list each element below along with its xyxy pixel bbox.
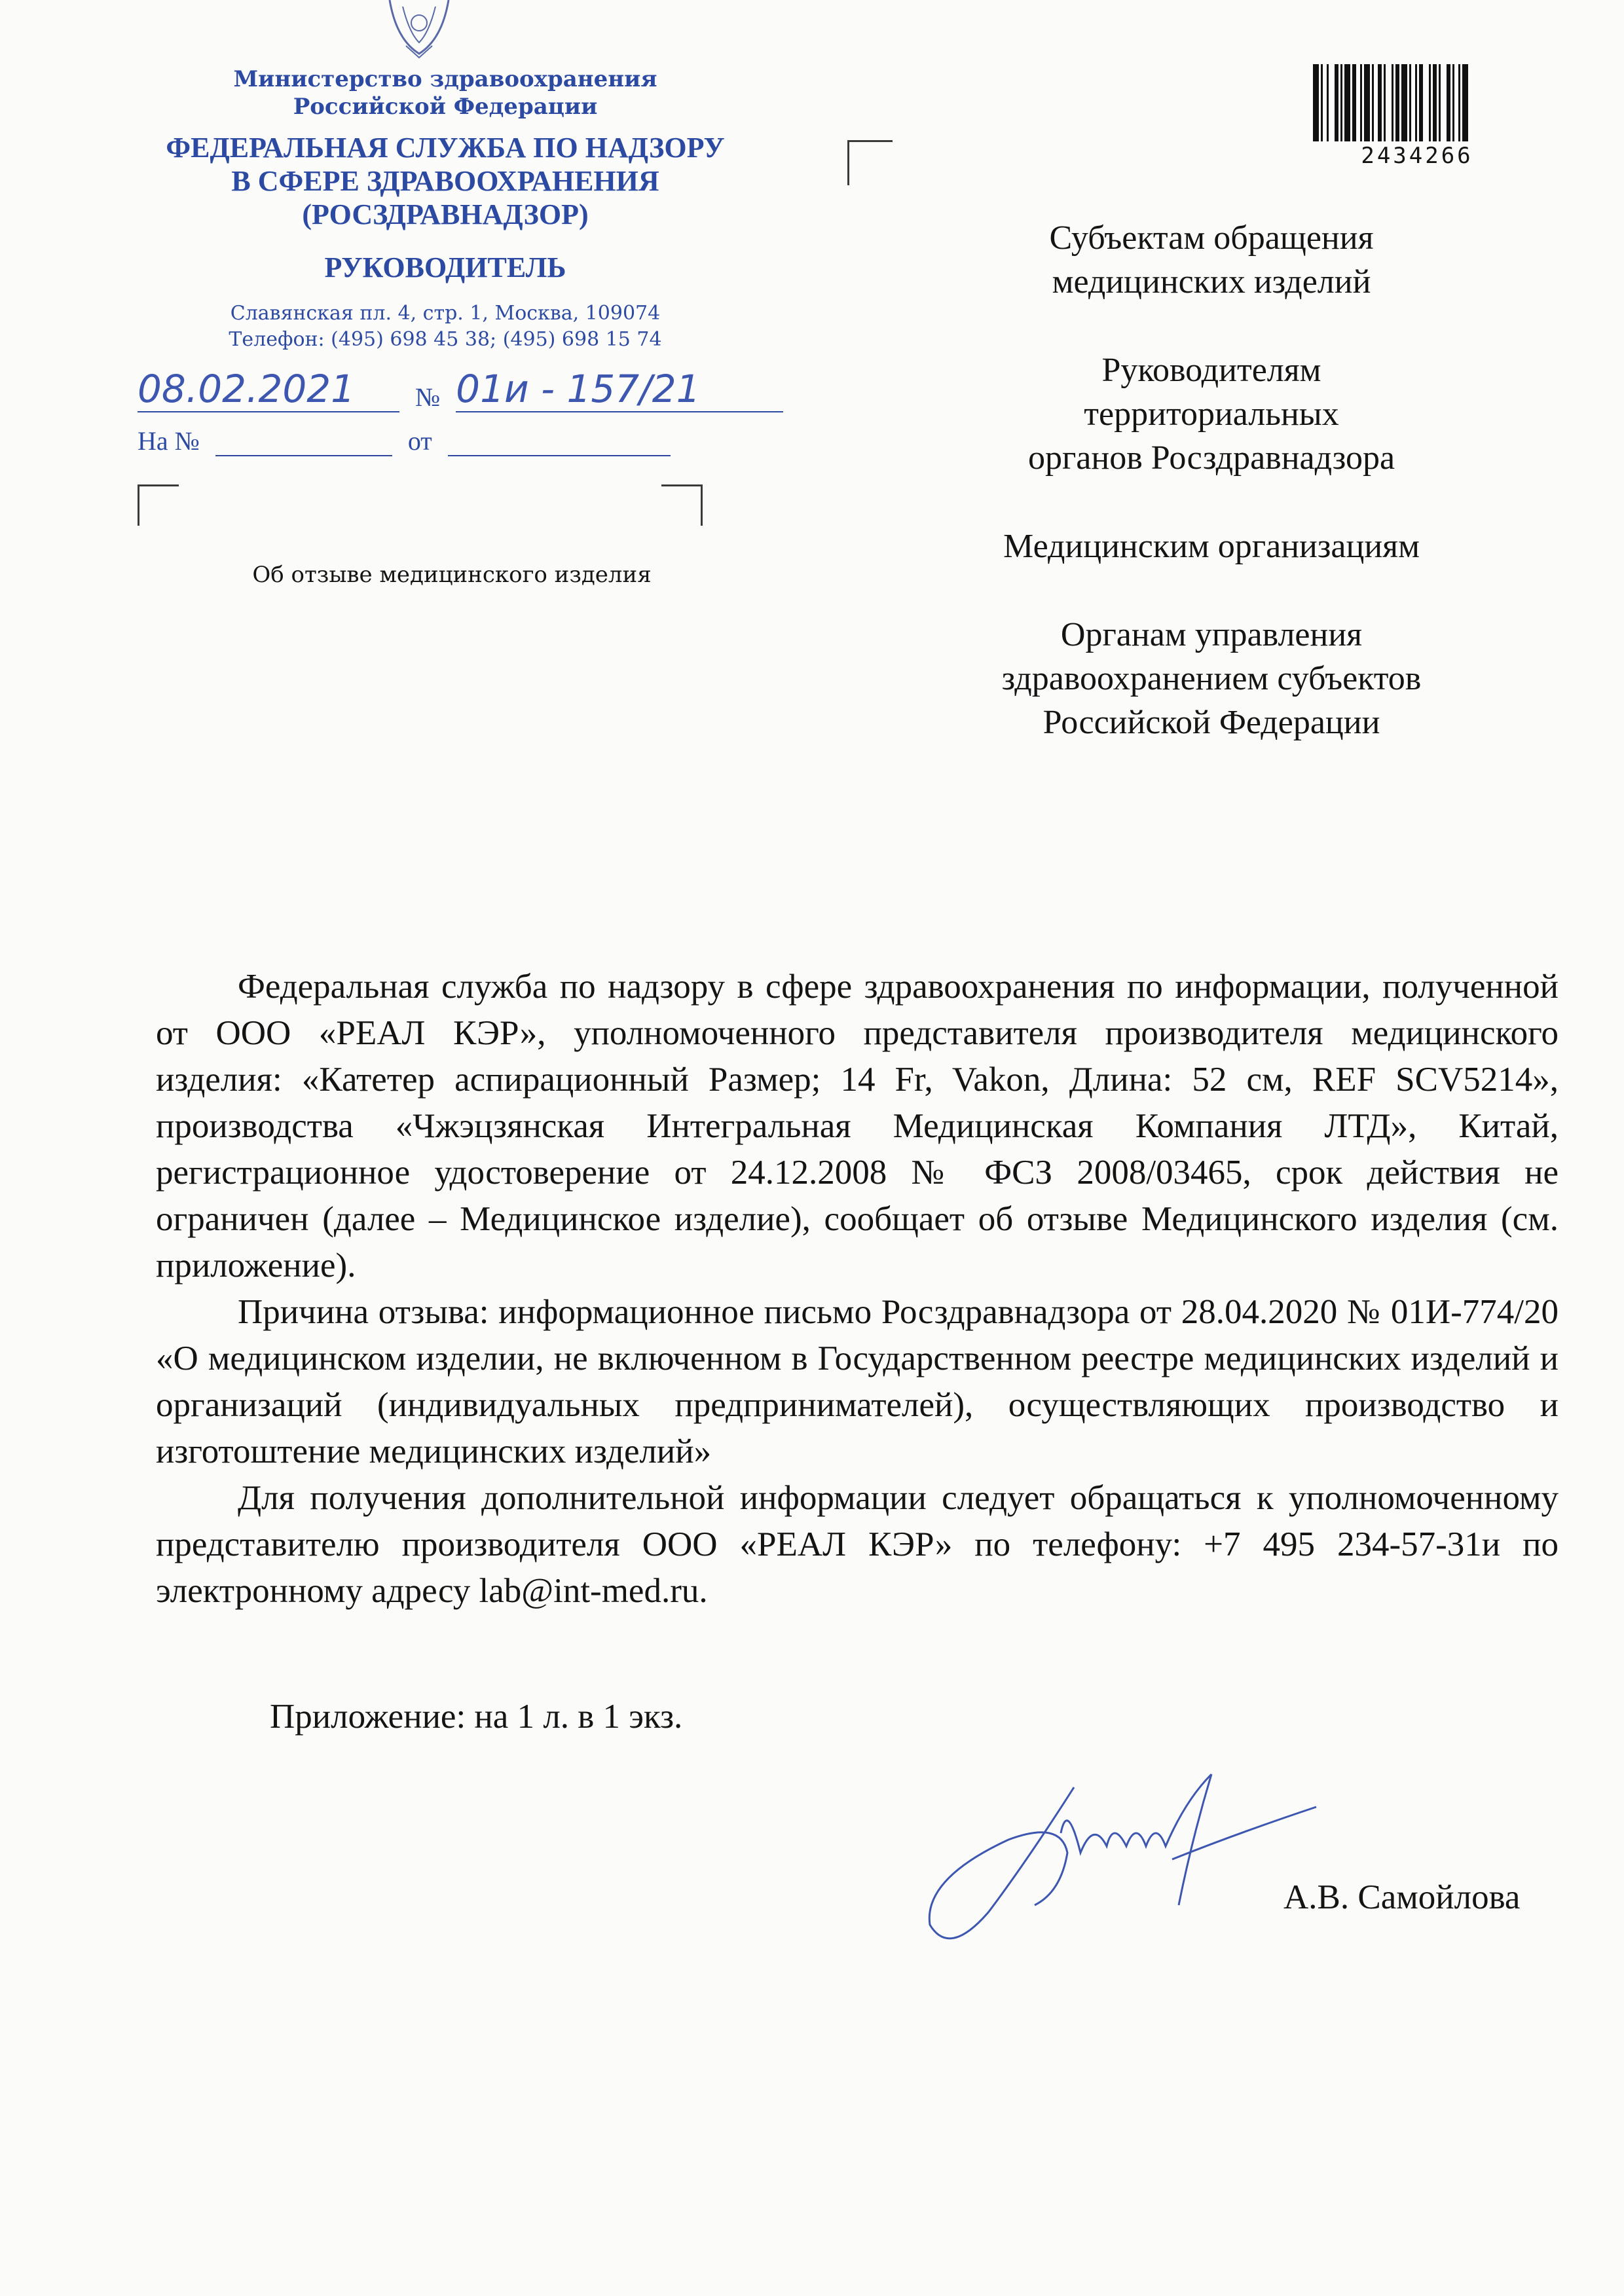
service-line-2: В СФЕРЕ ЗДРАВООХРАНЕНИЯ bbox=[231, 165, 659, 197]
addressee-subjects bbox=[917, 216, 1506, 304]
date-number-line bbox=[138, 367, 783, 412]
addressee-line: Российской Федерации bbox=[1043, 704, 1380, 741]
ref-number-blank bbox=[215, 431, 392, 456]
addressee-line: Органам управления bbox=[1060, 616, 1363, 653]
addressee-health-authorities bbox=[917, 613, 1506, 744]
barcode bbox=[1312, 64, 1522, 141]
ref-from-label: от bbox=[407, 426, 432, 456]
barcode-number: 2434266 bbox=[1361, 143, 1473, 169]
attachment-note: Приложение: на 1 л. в 1 экз. bbox=[270, 1698, 683, 1736]
letter-body bbox=[156, 964, 1559, 1614]
service-name bbox=[118, 131, 773, 231]
addressee-territorial-heads bbox=[917, 348, 1506, 480]
service-line-1: ФЕДЕРАЛЬНАЯ СЛУЖБА ПО НАДЗОРУ bbox=[166, 132, 725, 164]
postal-address: Славянская пл. 4, стр. 1, Москва, 109074 bbox=[230, 302, 661, 325]
service-line-3: (РОСЗДРАВНАДЗОР) bbox=[302, 198, 589, 230]
ministry-name bbox=[131, 65, 760, 120]
body-paragraph-reason: Причина отзыва: информационное письмо Росздравнадзора от 28.04.2020 № 01И-774/20 «О медицинском изделии, не включенном в Государственном реестре медицинских изделий и организаций (индивидуальных предпринимателей), осуществляющих производство и изготоштение медицинских изделий» bbox=[156, 1293, 1559, 1470]
addressee-line: здравоохранением субъектов bbox=[1001, 660, 1422, 697]
ministry-line-2: Российской Федерации bbox=[293, 94, 598, 120]
addressees-block bbox=[917, 216, 1506, 789]
signature-icon bbox=[910, 1761, 1336, 1958]
letter-subject: Об отзыве медицинского изделия bbox=[252, 562, 652, 588]
number-sign: № bbox=[415, 382, 441, 412]
body-paragraph-contacts: Для получения дополнительной информации следует обращаться к уполномоченному представителю производителя ООО «РЕАЛ КЭР» по телефону: +7 495 234-57-31и по электронному адресу lab@int-med.ru. bbox=[156, 1479, 1559, 1610]
address-block bbox=[118, 301, 773, 353]
head-title: РУКОВОДИТЕЛЬ bbox=[324, 251, 566, 283]
signer-name: А.В. Самойлова bbox=[1283, 1878, 1521, 1916]
addressee-medical-organizations bbox=[917, 524, 1506, 568]
subject-corner-left bbox=[138, 484, 179, 526]
address-corner-mark bbox=[847, 140, 893, 185]
addressee-line: медицинских изделий bbox=[1052, 263, 1371, 301]
addressee-line: Субъектам обращения bbox=[1049, 219, 1374, 257]
phone-numbers: Телефон: (495) 698 45 38; (495) 698 15 74 bbox=[229, 328, 662, 351]
ministry-line-1: Министерство здравоохранения bbox=[233, 66, 657, 92]
addressee-line: Медицинским организациям bbox=[1003, 528, 1420, 565]
addressee-line: территориальных bbox=[1084, 395, 1339, 433]
ref-date-blank bbox=[448, 431, 671, 456]
ref-number-label: На № bbox=[138, 426, 200, 456]
addressee-line: Руководителям bbox=[1101, 352, 1321, 389]
subject-corner-right bbox=[661, 484, 703, 526]
coat-of-arms-icon bbox=[370, 0, 468, 59]
letter-number: 01и - 157/21 bbox=[456, 367, 783, 412]
letter-date: 08.02.2021 bbox=[138, 367, 399, 412]
body-paragraph-recall: Федеральная служба по надзору в сфере здравоохранения по информации, полученной от ООО «РЕАЛ КЭР», уполномоченного представителя производителя медицинского изделия: «Катетер аспирационный Размер; 14 Fr, Vakon, Длина: 52 см, REF SCV5214», производства «Чжэцзянская Интегральная Медицинская Компания ЛТД», Китай, регистрационное удостоверение от 24.12.2008 № ФСЗ 2008/03465, срок действия не ограничен (далее – Медицинское изделие), сообщает об отзыве Медицинского изделия (см. приложение). bbox=[156, 968, 1559, 1285]
addressee-line: органов Росздравнадзора bbox=[1027, 439, 1395, 477]
reference-line bbox=[138, 426, 671, 456]
